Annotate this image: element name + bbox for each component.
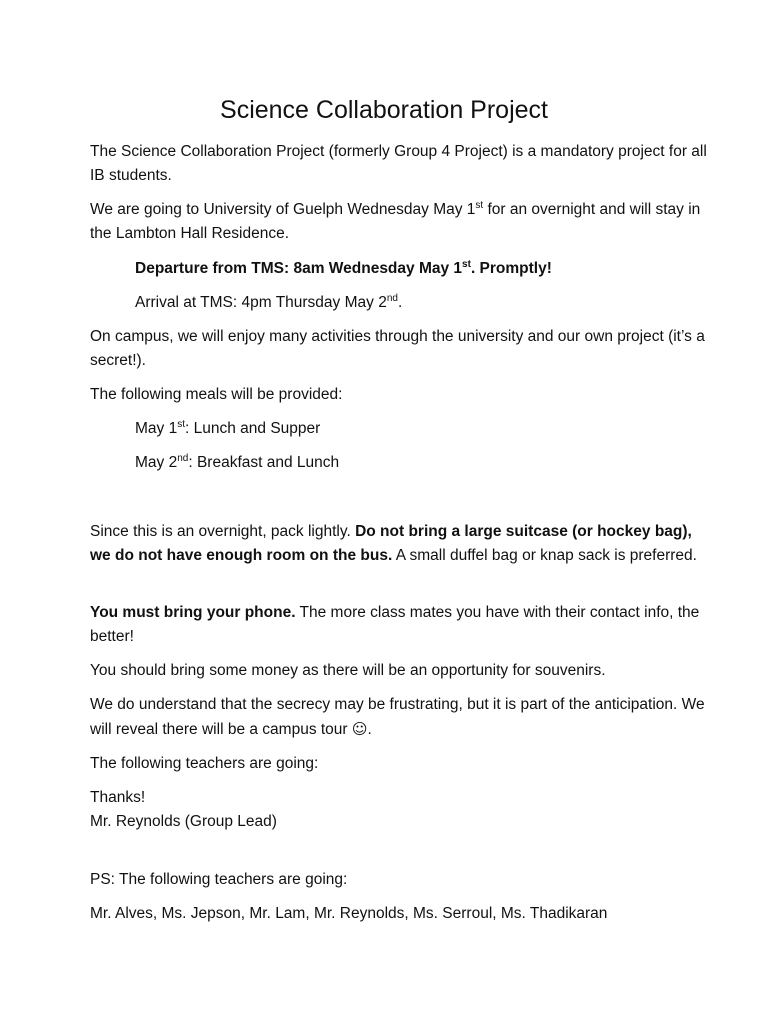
intro-paragraph: The Science Collaboration Project (formerly Group 4 Project) is a mandatory project for all IB students.	[90, 143, 707, 184]
packing-text-start: Since this is an overnight, pack lightly.	[90, 523, 356, 540]
departure-date-suffix: st	[462, 258, 471, 270]
money-paragraph: You should bring some money as there will be an opportunity for souvenirs.	[90, 662, 606, 679]
trip-date-suffix: st	[475, 199, 484, 211]
ps-line: PS: The following teachers are going:	[90, 871, 348, 888]
secrecy-end: .	[367, 721, 372, 738]
meal-day-suffix: st	[177, 418, 185, 430]
campus-paragraph: On campus, we will enjoy many activities through the university and our own project (it’s a secret!).	[90, 328, 705, 369]
document-title: Science Collaboration Project	[220, 96, 548, 124]
trip-text-start: We are going to University of Guelph Wednesday May 1	[90, 201, 476, 218]
meal-day-suffix: nd	[177, 452, 189, 464]
meal-text: : Lunch and Supper	[185, 420, 321, 437]
secrecy-paragraph	[90, 693, 710, 742]
packing-paragraph	[90, 520, 710, 568]
thanks-line: Thanks!	[90, 789, 146, 806]
departure-line	[135, 257, 695, 281]
phone-paragraph	[90, 601, 710, 649]
meal-item	[135, 451, 695, 475]
smiley-icon: ☺	[351, 720, 368, 738]
trip-text-end: for an overnight and will stay in the Lambton Hall Residence.	[90, 201, 701, 242]
arrival-line	[135, 291, 695, 315]
phone-text: The more class mates you have with their contact info, the better!	[90, 604, 700, 645]
meal-day: May 2	[135, 454, 178, 471]
secrecy-text: We do understand that the secrecy may be frustrating, but it is part of the anticipation. We will reveal there will be a campus tour	[90, 696, 705, 738]
signature-line: Mr. Reynolds (Group Lead)	[90, 813, 277, 830]
phone-requirement: You must bring your phone.	[90, 604, 296, 621]
arrival-date-suffix: nd	[386, 292, 398, 304]
meal-day: May 1	[135, 420, 178, 437]
packing-warning: Do not bring a large suitcase (or hockey bag), we do not have enough room on the bus.	[90, 523, 692, 564]
packing-text-end: A small duffel bag or knap sack is preferred.	[392, 547, 697, 564]
departure-text: Departure from TMS: 8am Wednesday May 1	[135, 260, 463, 277]
meals-intro: The following meals will be provided:	[90, 386, 343, 403]
teachers-intro: The following teachers are going:	[90, 755, 319, 772]
trip-paragraph	[90, 198, 710, 246]
meal-item	[135, 417, 695, 441]
arrival-end: .	[397, 294, 403, 311]
departure-promptly: . Promptly!	[470, 260, 552, 277]
teachers-list: Mr. Alves, Ms. Jepson, Mr. Lam, Mr. Reynolds, Ms. Serroul, Ms. Thadikaran	[90, 905, 608, 922]
arrival-text: Arrival at TMS: 4pm Thursday May 2	[135, 294, 387, 311]
meal-text: : Breakfast and Lunch	[188, 454, 340, 471]
